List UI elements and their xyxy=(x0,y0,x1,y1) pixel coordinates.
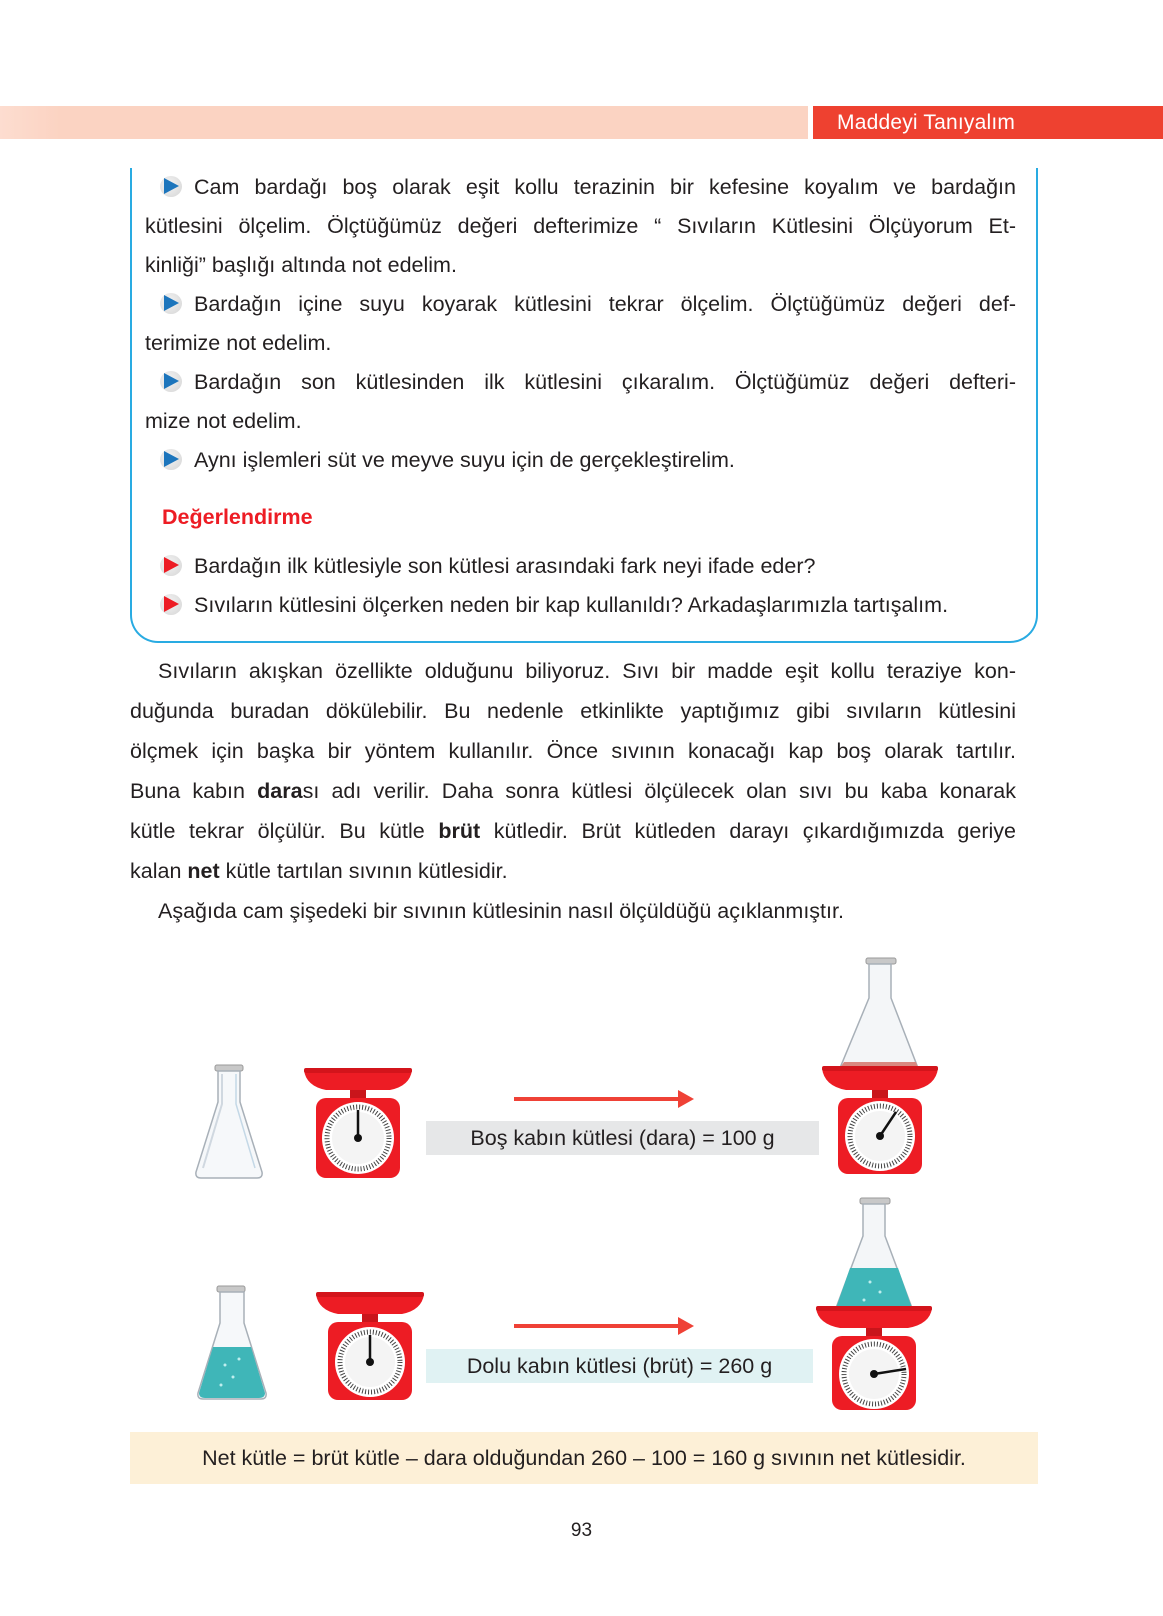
body-paragraph-2: Aşağıda cam şişedeki bir sıvının kütlesinin nasıl ölçüldüğü açıklanmıştır. xyxy=(158,899,844,923)
evaluation-question-2: Sıvıların kütlesini ölçerken neden bir kap kullanıldı? Arkadaşlarımızla tartışalım. xyxy=(160,585,948,625)
step-1-line-1: Cam bardağı boş olarak eşit kollu terazinin bir kefesine koyalım ve bardağın xyxy=(160,167,1016,207)
body-line-1: Sıvıların akışkan özellikte olduğunu biliyoruz. Sıvı bir madde eşit kollu teraziye kon- xyxy=(158,659,1016,683)
page-number: 93 xyxy=(570,1520,593,1541)
step-2-line-2: terimize not edelim. xyxy=(145,331,332,355)
empty-flask-on-scale-icon xyxy=(818,956,942,1174)
body-line-5: kütle tekrar ölçülür. Bu kütle brüt kütledir. Brüt kütleden darayı çıkardığımızda geriye xyxy=(130,819,1016,843)
tare-mass-label: Boş kabın kütlesi (dara) = 100 g xyxy=(426,1121,819,1155)
step-1-line-2: kütlesini ölçelim. Ölçtüğümüz değeri defterimize “ Sıvıların Kütlesini Ölçüyorum Et- xyxy=(145,214,1016,238)
play-bullet-icon xyxy=(160,292,186,314)
body-line-4: Buna kabın darası adı verilir. Daha sonra kütlesi ölçülecek olan sıvı bu kaba konarak xyxy=(130,779,1016,803)
evaluation-question-1: Bardağın ilk kütlesiyle son kütlesi arasındaki fark neyi ifade eder? xyxy=(160,546,815,586)
body-line-6: kalan net kütle tartılan sıvının kütlesidir. xyxy=(130,859,508,883)
play-bullet-icon xyxy=(160,370,186,392)
empty-flask-icon xyxy=(193,1064,265,1180)
term-brut: brüt xyxy=(438,819,481,843)
play-bullet-icon xyxy=(160,175,186,197)
header-band-fade xyxy=(0,106,60,139)
section-title: Maddeyi Tanıyalım xyxy=(813,106,1163,139)
gross-mass-label: Dolu kabın kütlesi (brüt) = 260 g xyxy=(426,1349,813,1383)
body-line-3: ölçmek için başka bir yöntem kullanılır. Önce sıvının konacağı kap boş olarak tartılır. xyxy=(130,739,1016,763)
net-mass-result: Net kütle = brüt kütle – dara olduğundan 260 – 100 = 160 g sıvının net kütlesidir. xyxy=(130,1432,1038,1484)
arrow-right-icon xyxy=(514,1097,682,1101)
filled-flask-icon xyxy=(195,1285,269,1401)
kitchen-scale-icon xyxy=(302,1066,414,1180)
play-bullet-red-icon xyxy=(160,593,186,615)
evaluation-heading: Değerlendirme xyxy=(162,505,313,529)
step-2-line-1: Bardağın içine suyu koyarak kütlesini tekrar ölçelim. Ölçtüğümüz değeri def- xyxy=(160,284,1016,324)
header-band xyxy=(0,106,808,139)
term-net: net xyxy=(187,859,220,883)
term-dara: dara xyxy=(257,779,303,803)
filled-flask-on-scale-icon xyxy=(814,1196,934,1410)
play-bullet-red-icon xyxy=(160,554,186,576)
kitchen-scale-icon xyxy=(314,1290,426,1402)
step-4-line-1: Aynı işlemleri süt ve meyve suyu için de gerçekleştirelim. xyxy=(160,440,735,480)
step-3-line-1: Bardağın son kütlesinden ilk kütlesini çıkaralım. Ölçtüğümüz değeri defteri- xyxy=(160,362,1016,402)
body-line-2: duğunda buradan dökülebilir. Bu nedenle etkinlikte yaptığımız gibi sıvıların kütlesini xyxy=(130,699,1016,723)
arrow-right-icon xyxy=(514,1324,682,1328)
step-1-line-3: kinliği” başlığı altında not edelim. xyxy=(145,253,457,277)
step-3-line-2: mize not edelim. xyxy=(145,409,302,433)
play-bullet-icon xyxy=(160,448,186,470)
